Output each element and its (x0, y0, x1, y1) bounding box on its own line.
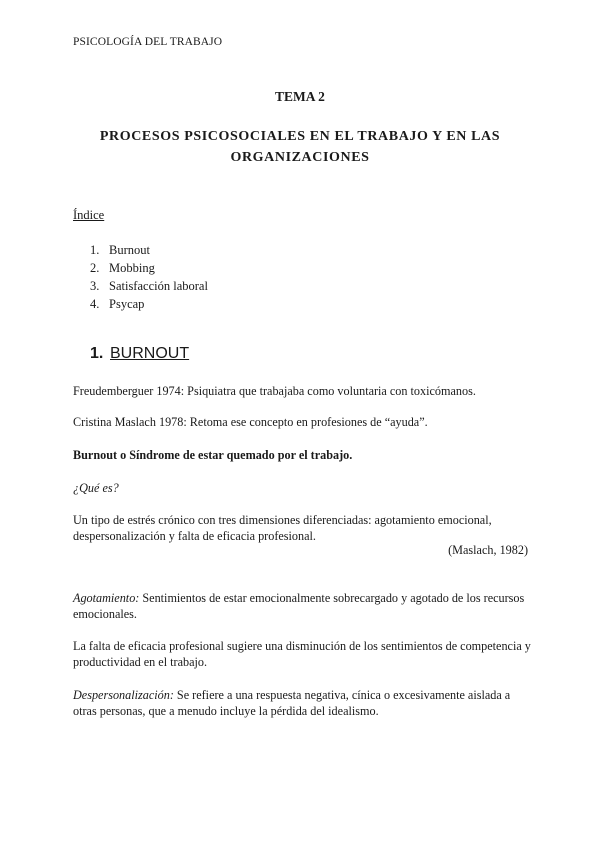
section-number: 1. (90, 345, 104, 362)
paragraph-freudenberger: Freudemberguer 1974: Psiquiatra que trabajaba como voluntaria con toxicómanos. (73, 384, 476, 398)
term-agotamiento: Agotamiento: (73, 591, 140, 605)
page-header: PSICOLOGÍA DEL TRABAJO (73, 36, 223, 48)
document-title: PROCESOS PSICOSOCIALES EN EL TRABAJO Y EN LAS ORGANIZACIONES (99, 129, 501, 165)
index-list (90, 241, 208, 313)
index-item (90, 277, 208, 295)
index-item (90, 241, 208, 259)
index-item-number: 4. (90, 297, 100, 311)
section-heading (90, 345, 189, 363)
paragraph-burnout-definition: Burnout o Síndrome de estar quemado por el trabajo. (73, 448, 353, 462)
index-item-label: Satisfacción laboral (109, 279, 208, 293)
index-item-number: 3. (90, 279, 100, 293)
index-item-label: Mobbing (109, 261, 155, 275)
question-heading: ¿Qué es? (73, 481, 119, 495)
index-item-number: 2. (90, 261, 100, 275)
section-label: BURNOUT (110, 345, 190, 362)
index-item-label: Psycap (109, 297, 145, 311)
index-heading: Índice (73, 208, 105, 222)
topic-number: TEMA 2 (275, 89, 325, 104)
paragraph-falta-eficacia: La falta de eficacia profesional sugiere una disminución de los sentimientos de competencia y productividad en el trabajo. (73, 639, 531, 669)
citation-reference: (Maslach, 1982) (448, 543, 528, 557)
definition-despersonalizacion: Se refiere a una respuesta negativa, cínica o excesivamente aislada a otras personas, que a menudo incluye la pérdida del idealismo. (73, 688, 511, 718)
paragraph-maslach: Cristina Maslach 1978: Retoma ese concepto en profesiones de “ayuda”. (73, 415, 428, 429)
definition-agotamiento: Sentimientos de estar emocionalmente sobrecargado y agotado de los recursos emocionales. (73, 591, 525, 621)
paragraph-despersonalizacion (73, 687, 533, 719)
index-item (90, 295, 208, 313)
term-despersonalizacion: Despersonalización: (73, 688, 174, 702)
index-item (90, 259, 208, 277)
index-item-label: Burnout (109, 243, 150, 257)
paragraph-tipo: Un tipo de estrés crónico con tres dimensiones diferenciadas: agotamiento emocional, despersonalización y falta de eficacia profesional. (73, 513, 492, 543)
index-item-number: 1. (90, 243, 100, 257)
paragraph-agotamiento (73, 590, 533, 622)
